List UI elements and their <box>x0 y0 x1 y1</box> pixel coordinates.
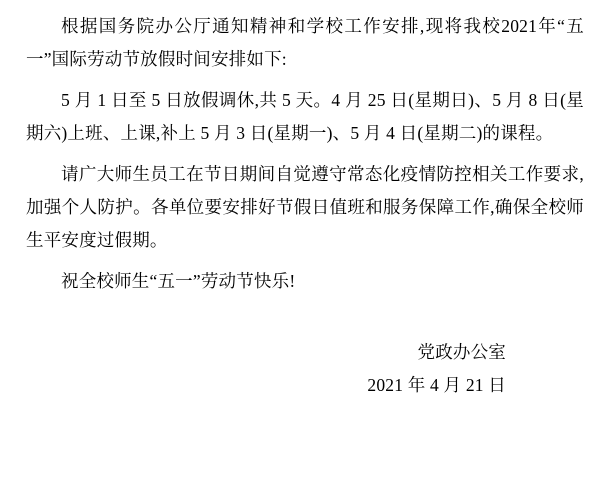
signature-department: 党政办公室 <box>417 342 506 362</box>
paragraph-3: 请广大师生员工在节日期间自觉遵守常态化疫情防控相关工作要求,加强个人防护。各单位要安排好节假日值班和服务保障工作,确保全校师生平安度过假期。 <box>26 164 584 250</box>
signature-date: 2021 年 4 月 21 日 <box>367 375 506 395</box>
paragraph-1: 根据国务院办公厅通知精神和学校工作安排,现将我校2021年“五一”国际劳动节放假时间安排如下: <box>26 16 584 69</box>
signature-block <box>26 336 584 402</box>
paragraph-2: 5 月 1 日至 5 日放假调休,共 5 天。4 月 25 日(星期日)、5 月 8 日(星期六)上班、上课,补上 5 月 3 日(星期一)、5 月 4 日(星期二)的课程。 <box>26 90 584 143</box>
paragraph-4: 祝全校师生“五一”劳动节快乐! <box>61 271 296 291</box>
